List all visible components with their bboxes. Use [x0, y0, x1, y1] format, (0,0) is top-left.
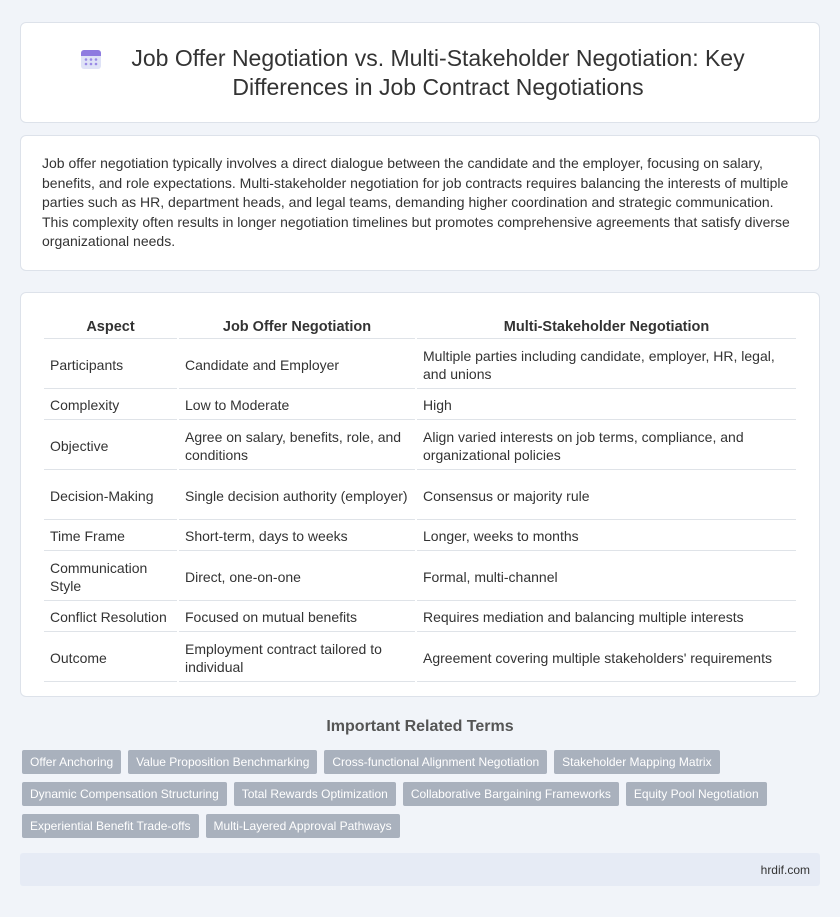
title-card [20, 22, 820, 123]
related-term-tag[interactable]: Total Rewards Optimization [234, 782, 396, 806]
aspect-cell: Outcome [44, 634, 177, 682]
aspect-cell: Objective [44, 422, 177, 470]
multi-stakeholder-cell: Agreement covering multiple stakeholders' requirements [417, 634, 796, 682]
footer-site-link[interactable]: hrdif.com [760, 863, 810, 877]
table-header-row [44, 315, 796, 339]
job-offer-cell: Focused on mutual benefits [179, 603, 415, 632]
comparison-table [42, 313, 798, 684]
related-term-tag[interactable]: Dynamic Compensation Structuring [22, 782, 227, 806]
page-title: Job Offer Negotiation vs. Multi-Stakeholder Negotiation: Key Differences in Job Contract Negotiations [131, 44, 745, 100]
aspect-cell: Time Frame [44, 522, 177, 551]
multi-stakeholder-cell: Requires mediation and balancing multiple interests [417, 603, 796, 632]
related-terms-heading: Important Related Terms [326, 718, 514, 735]
aspect-cell: Complexity [44, 391, 177, 420]
job-offer-cell: Employment contract tailored to individual [179, 634, 415, 682]
header-aspect: Aspect [44, 315, 177, 339]
related-term-tag[interactable]: Value Proposition Benchmarking [128, 750, 317, 774]
table-row [44, 634, 796, 682]
aspect-cell: Conflict Resolution [44, 603, 177, 632]
related-term-tag[interactable]: Stakeholder Mapping Matrix [554, 750, 719, 774]
multi-stakeholder-cell: Align varied interests on job terms, compliance, and organizational policies [417, 422, 796, 470]
related-terms-list [22, 750, 812, 838]
aspect-cell: Participants [44, 341, 177, 389]
related-term-tag[interactable]: Multi-Layered Approval Pathways [206, 814, 400, 838]
related-term-tag[interactable]: Experiential Benefit Trade-offs [22, 814, 199, 838]
job-offer-cell: Agree on salary, benefits, role, and conditions [179, 422, 415, 470]
header-multi-stakeholder: Multi-Stakeholder Negotiation [417, 315, 796, 339]
multi-stakeholder-cell: Multiple parties including candidate, employer, HR, legal, and unions [417, 341, 796, 389]
related-term-tag[interactable]: Cross-functional Alignment Negotiation [324, 750, 547, 774]
related-term-tag[interactable]: Equity Pool Negotiation [626, 782, 767, 806]
related-term-tag[interactable]: Collaborative Bargaining Frameworks [403, 782, 619, 806]
footer-bar [20, 853, 820, 886]
comparison-card [20, 292, 820, 697]
multi-stakeholder-cell: Consensus or majority rule [417, 472, 796, 520]
table-row [44, 422, 796, 470]
multi-stakeholder-cell: Formal, multi-channel [417, 553, 796, 601]
header-job-offer: Job Offer Negotiation [179, 315, 415, 339]
aspect-cell: Decision-Making [44, 472, 177, 520]
intro-card [20, 135, 820, 271]
aspect-cell: Communication Style [44, 553, 177, 601]
job-offer-cell: Short-term, days to weeks [179, 522, 415, 551]
table-row [44, 522, 796, 551]
related-term-tag[interactable]: Offer Anchoring [22, 750, 121, 774]
job-offer-cell: Direct, one-on-one [179, 553, 415, 601]
table-row [44, 341, 796, 389]
table-row [44, 472, 796, 520]
table-row [44, 553, 796, 601]
table-row [44, 603, 796, 632]
intro-paragraph: Job offer negotiation typically involves a direct dialogue between the candidate and the employer, focusing on salary, benefits, and role expectations. Multi-stakeholder negotiation for job contracts requires balancing the interests of multiple parties such as HR, department heads, and legal teams, demanding higher coordination and strategic communication. This complexity often results in longer negotiation timelines but promotes comprehensive agreements that satisfy diverse organizational needs. [42, 155, 790, 250]
job-offer-cell: Low to Moderate [179, 391, 415, 420]
table-row [44, 391, 796, 420]
job-offer-cell: Candidate and Employer [179, 341, 415, 389]
job-offer-cell: Single decision authority (employer) [179, 472, 415, 520]
multi-stakeholder-cell: High [417, 391, 796, 420]
multi-stakeholder-cell: Longer, weeks to months [417, 522, 796, 551]
